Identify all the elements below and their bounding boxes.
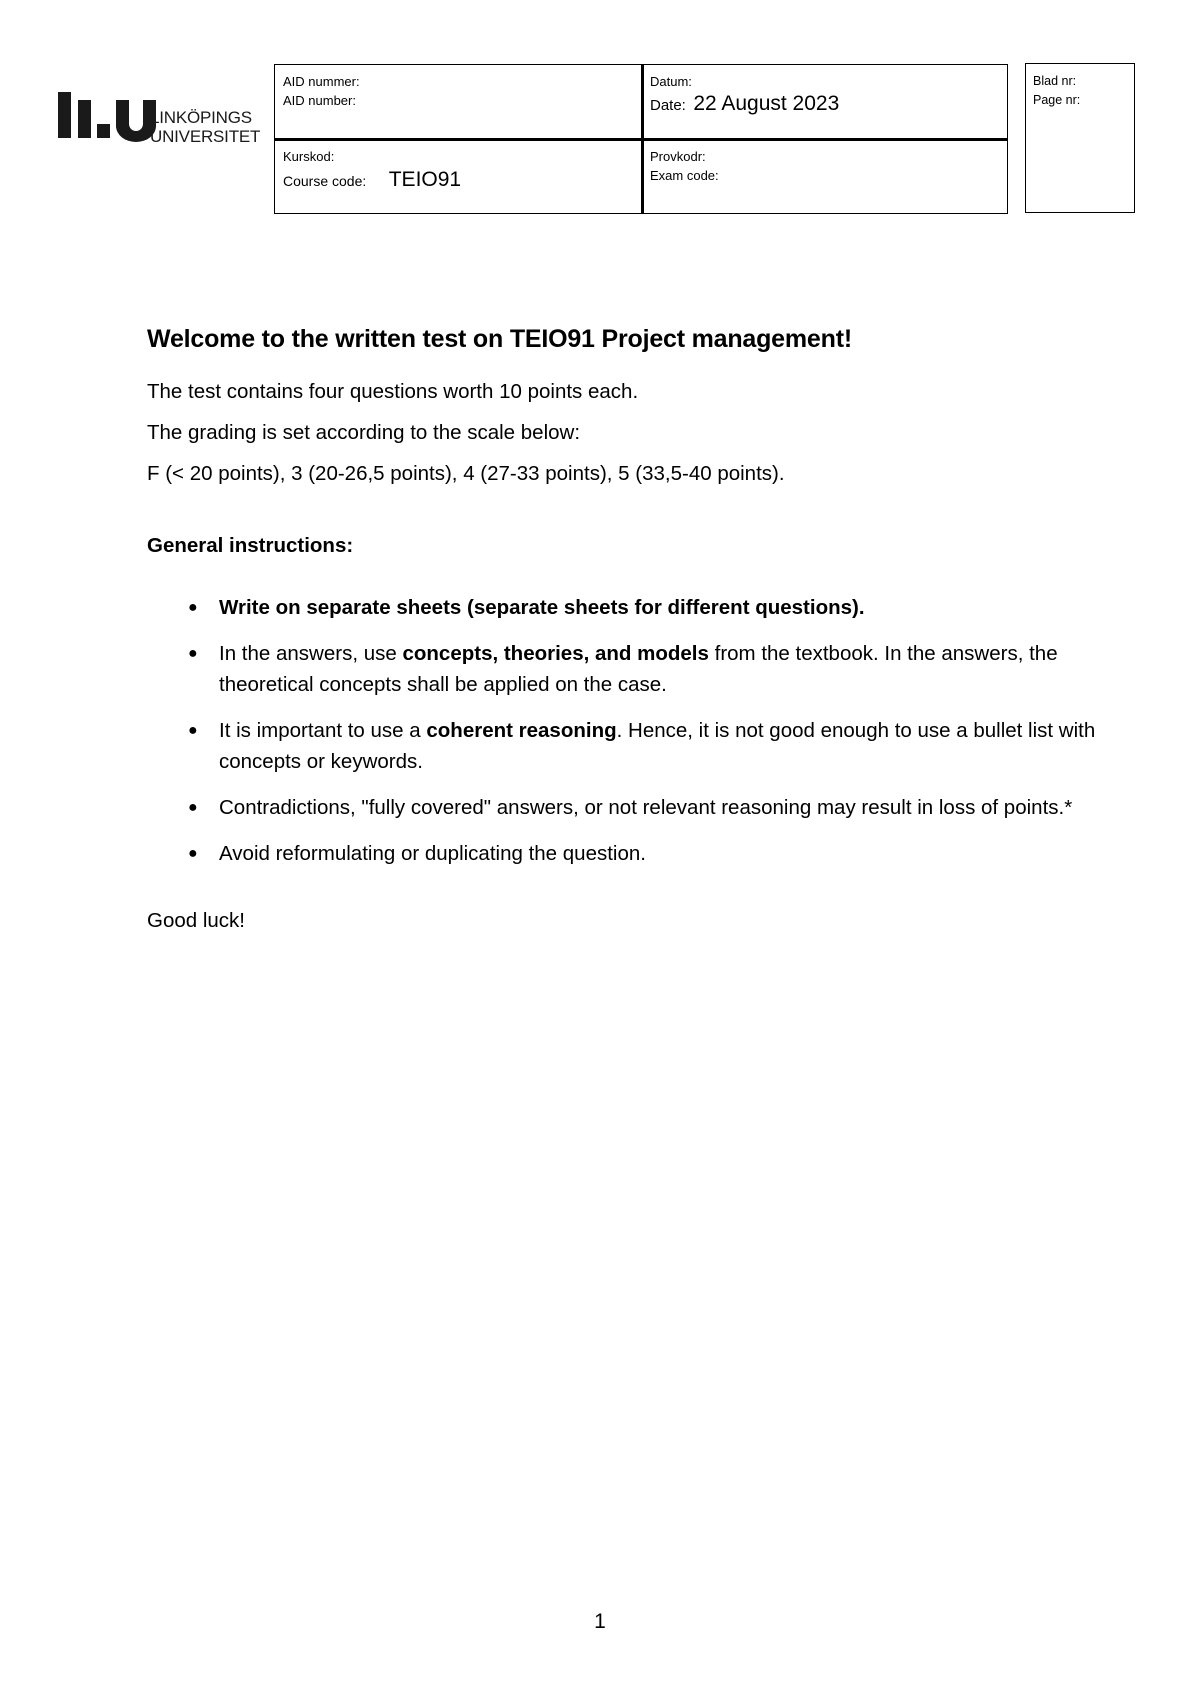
bullet-icon: ● xyxy=(188,645,198,662)
bullet-icon: ● xyxy=(188,799,198,816)
page-label-sv: Blad nr: xyxy=(1033,74,1077,88)
bullet-icon: ● xyxy=(188,845,198,862)
intro-line-3: F (< 20 points), 3 (20-26,5 points), 4 (27-33 points), 5 (33,5-40 points). xyxy=(147,462,785,485)
list-item xyxy=(147,792,1119,823)
intro-line-2: The grading is set according to the scale below: xyxy=(147,421,581,444)
page-title: Welcome to the written test on TEIO91 Project management! xyxy=(147,325,852,353)
exam-label-en: Exam code: xyxy=(650,168,719,183)
intro-line-1: The test contains four questions worth 10 points each. xyxy=(147,380,639,403)
instruction-text: Avoid reformulating or duplicating the question. xyxy=(219,842,646,865)
course-value: TEIO91 xyxy=(388,168,462,191)
bullet-icon: ● xyxy=(188,599,198,616)
instruction-text: It is important to use a xyxy=(219,719,427,742)
aid-label-sv: AID nummer: xyxy=(283,74,360,89)
instructions-list xyxy=(147,592,1096,869)
instruction-text: Contradictions, "fully covered" answers, or not relevant reasoning may result in loss of points.* xyxy=(219,796,1073,819)
instructions-heading: General instructions: xyxy=(147,534,354,557)
instruction-bold: coherent reasoning xyxy=(426,719,617,742)
list-item xyxy=(147,715,1119,777)
logo-line-1: LINKÖPINGS xyxy=(150,108,252,127)
list-item xyxy=(147,592,1119,623)
instruction-bold: concepts, theories, and models xyxy=(402,642,709,665)
date-field xyxy=(650,92,839,116)
list-item xyxy=(147,838,1119,869)
bullet-icon: ● xyxy=(188,722,198,739)
page-label-en: Page nr: xyxy=(1033,93,1081,107)
instruction-text: from the textbook. In the answers, the theoretical concepts shall be applied on the case. xyxy=(219,642,1058,696)
page-number: 1 xyxy=(594,1610,606,1633)
date-label-sv: Datum: xyxy=(650,74,692,89)
course-field xyxy=(283,168,461,192)
aid-label-en: AID number: xyxy=(283,93,356,108)
instruction-text: . Hence, it is not good enough to use a bullet list with concepts or keywords. xyxy=(219,719,1096,773)
logo-line-2: UNIVERSITET xyxy=(150,127,261,146)
logo-wordmark xyxy=(150,108,260,146)
course-label-sv: Kurskod: xyxy=(283,149,335,164)
exam-label-sv: Provkodr: xyxy=(650,149,706,164)
list-item xyxy=(147,638,1119,700)
course-label-en: Course code: xyxy=(283,173,367,189)
date-label-en: Date: xyxy=(650,97,686,114)
instruction-bold: Write on separate sheets (separate sheets for different questions). xyxy=(219,596,865,619)
instruction-text: In the answers, use xyxy=(219,642,403,665)
date-value: 22 August 2023 xyxy=(693,92,840,115)
exam-instructions xyxy=(147,325,1096,933)
closing-text: Good luck! xyxy=(147,909,245,932)
header-divider-horizontal xyxy=(274,138,1008,141)
